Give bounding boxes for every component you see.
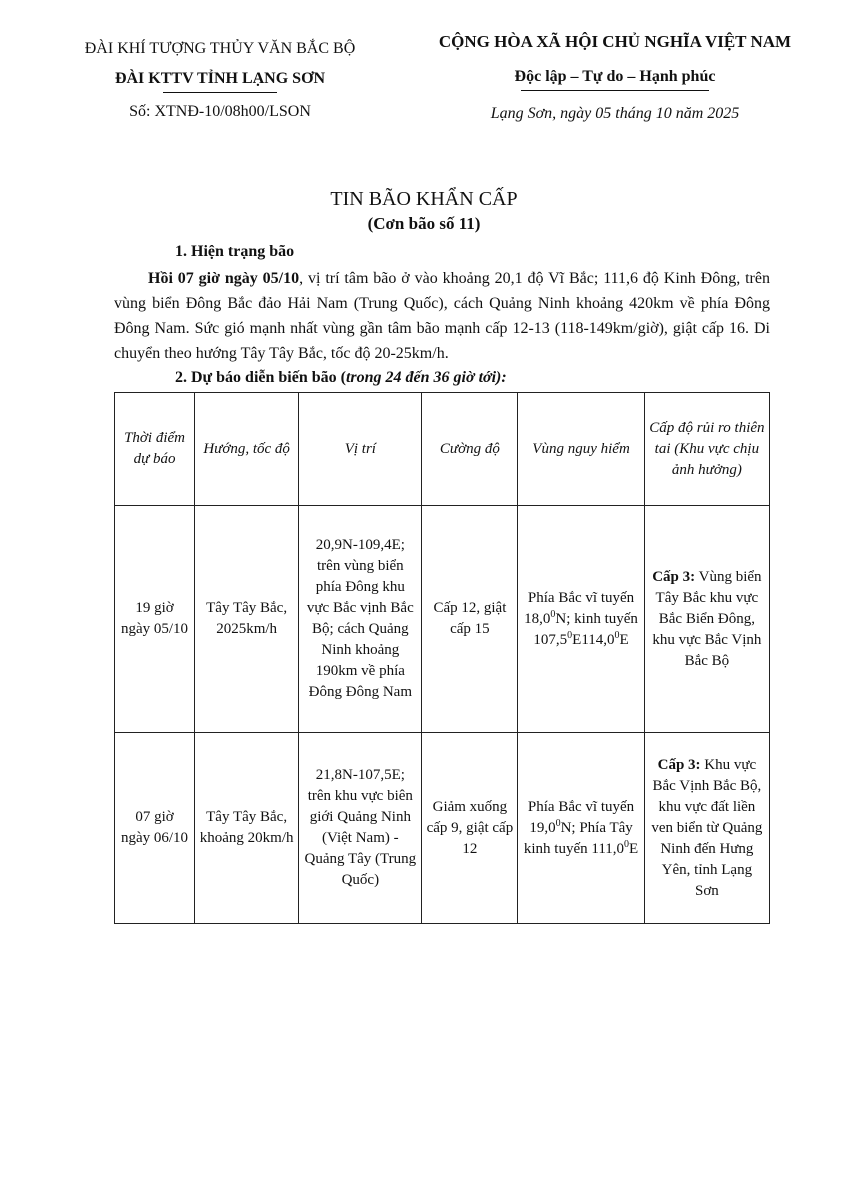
degree-mark: 0 — [555, 817, 561, 829]
cell-direction: Tây Tây Bắc, khoảng 20km/h — [195, 733, 299, 924]
table-row — [115, 733, 770, 924]
cell-risk-level — [644, 506, 769, 733]
issue-date: Lạng Sơn, ngày 05 tháng 10 năm 2025 — [490, 105, 740, 122]
degree-mark: 0 — [567, 629, 573, 641]
column-header-intensity: Cường độ — [422, 393, 518, 506]
section-2-heading — [175, 366, 507, 390]
danger-part-a: Phía Bắc vĩ tuyến 19,0 — [527, 798, 635, 836]
risk-label: Cấp 3: — [657, 756, 701, 773]
column-header-position: Vị trí — [299, 393, 422, 506]
document-subtitle: (Cơn bão số 11) — [367, 214, 481, 233]
section-2-heading-italic: trong 24 đến 36 giờ tới): — [345, 369, 507, 386]
cell-intensity: Giảm xuống cấp 9, giật cấp 12 — [422, 733, 518, 924]
column-header-danger-zone: Vùng nguy hiểm — [518, 393, 644, 506]
danger-part-c: E — [629, 840, 639, 857]
cell-time: 07 giờ ngày 06/10 — [115, 733, 195, 924]
column-header-time: Thời điểm dự báo — [115, 393, 195, 506]
current-status-paragraph — [114, 266, 770, 366]
danger-part-d: E — [619, 631, 629, 648]
danger-part-a: Phía Bắc vĩ tuyến 18,0 — [524, 589, 635, 627]
column-header-risk-level: Cấp độ rủi ro thiên tai (Khu vực chịu ảnh hưởng) — [644, 393, 769, 506]
motto-underline — [521, 90, 709, 91]
national-motto: Độc lập – Tự do – Hạnh phúc — [514, 68, 716, 85]
cell-time: 19 giờ ngày 05/10 — [115, 506, 195, 733]
cell-danger-zone — [518, 733, 644, 924]
department-underline — [163, 92, 277, 93]
section-2-heading-text: 2. Dự báo diễn biến bão ( — [175, 369, 346, 386]
degree-mark: 0 — [624, 838, 630, 850]
agency-name: ĐÀI KHÍ TƯỢNG THỦY VĂN BẮC BỘ — [84, 40, 356, 57]
country-name: CỘNG HÒA XÃ HỘI CHỦ NGHĨA VIỆT NAM — [438, 32, 792, 51]
header-left — [60, 36, 380, 123]
danger-part-b: N; Phía Tây kinh tuyến 111,0 — [523, 819, 633, 857]
status-lead: Hồi 07 giờ ngày 05/10 — [148, 270, 300, 287]
cell-danger-zone — [518, 506, 644, 733]
document-number: Số: XTNĐ-10/08h00/LSON — [129, 103, 311, 120]
danger-part-c: E114,0 — [572, 631, 615, 648]
document-title: TIN BÃO KHẨN CẤP — [330, 188, 518, 210]
department-name: ĐÀI KTTV TỈNH LẠNG SƠN — [114, 70, 326, 87]
risk-text: Vùng biển Tây Bắc khu vực Bắc Biển Đông, khu vực Bắc Vịnh Bắc Bộ — [652, 568, 762, 669]
status-text: , vị trí tâm bão ở vào khoảng 20,1 độ Vĩ Bắc; 111,6 độ Kinh Đông, trên vùng biển Đông Bắc đảo Hải Nam (Trung Quốc), cách Quảng Ninh khoảng 420km về phía Đông Đông Nam. Sức gió mạnh nhất vùng gần tâm bão mạnh cấp 12-13 (118-149km/giờ), giật cấp 16. Di chuyển theo hướng Tây Tây Bắc, tốc độ 20-25km/h. — [114, 270, 770, 362]
risk-label: Cấp 3: — [652, 568, 696, 585]
cell-position: 21,8N-107,5E; trên khu vực biên giới Quảng Ninh (Việt Nam) - Quảng Tây (Trung Quốc) — [299, 733, 422, 924]
section-1-heading: 1. Hiện trạng bão — [175, 243, 295, 260]
header-right — [400, 30, 830, 125]
column-header-direction: Hướng, tốc độ — [195, 393, 299, 506]
degree-mark: 0 — [550, 608, 556, 620]
cell-position: 20,9N-109,4E; trên vùng biển phía Đông khu vực Bắc vịnh Bắc Bộ; cách Quảng Ninh khoảng 190km về phía Đông Đông Nam — [299, 506, 422, 733]
risk-text: Khu vực Bắc Vịnh Bắc Bộ, khu vực đất liền ven biển từ Quảng Ninh đến Hưng Yên, tỉnh Lạng Sơn — [651, 756, 763, 899]
forecast-table — [114, 392, 770, 924]
cell-risk-level — [644, 733, 769, 924]
danger-part-b: N; kinh tuyến 107,5 — [533, 610, 638, 648]
table-header-row — [115, 393, 770, 506]
table-row — [115, 506, 770, 733]
cell-direction: Tây Tây Bắc, 2025km/h — [195, 506, 299, 733]
cell-intensity: Cấp 12, giật cấp 15 — [422, 506, 518, 733]
degree-mark: 0 — [614, 629, 620, 641]
